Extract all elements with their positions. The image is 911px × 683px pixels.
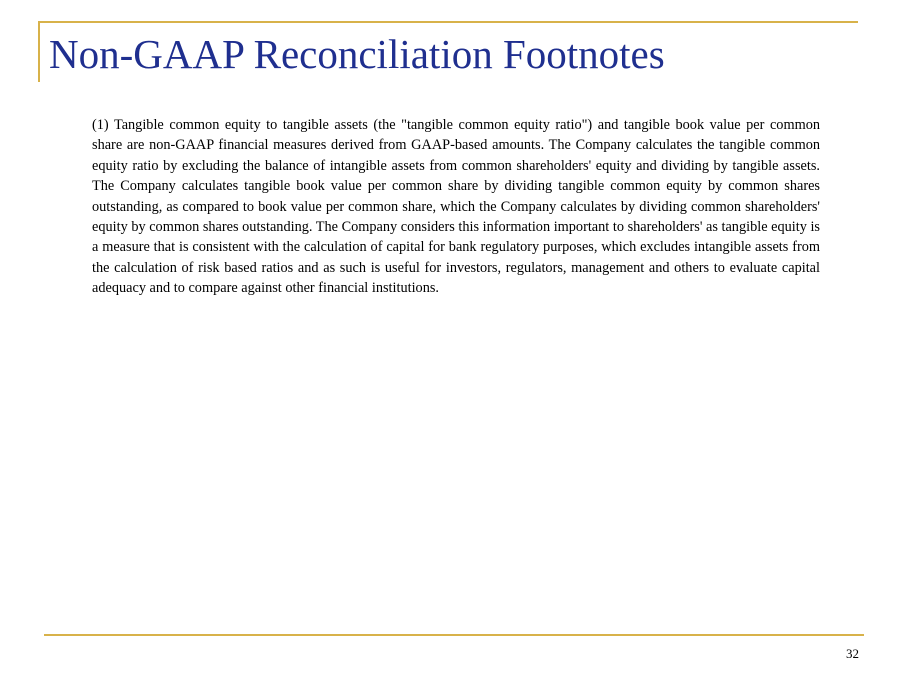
footer-divider bbox=[44, 634, 864, 636]
top-divider bbox=[38, 21, 858, 23]
title-accent-bar bbox=[38, 21, 40, 82]
footnote-text: (1) Tangible common equity to tangible assets (the "tangible common equity ratio") and tangible book value per common share are non-GAAP financial measures derived from GAAP-based amounts. The Company calculates the tangible common equity ratio by excluding the balance of intangible assets from common shareholders' equity and dividing by tangible assets. The Company calculates tangible book value per common share by dividing tangible common equity by common shares outstanding, as compared to book value per common share, which the Company calculates by dividing common shareholders' equity by common shares outstanding. The Company considers this information important to shareholders' as tangible equity is a measure that is consistent with the calculation of capital for bank regulatory purposes, which excludes intangible assets from the calculation of risk based ratios and as such is useful for investors, regulators, management and others to evaluate capital adequacy and to compare against other financial institutions. bbox=[92, 117, 820, 297]
slide-title: Non-GAAP Reconciliation Footnotes bbox=[49, 31, 665, 77]
page-number: 32 bbox=[846, 646, 859, 661]
